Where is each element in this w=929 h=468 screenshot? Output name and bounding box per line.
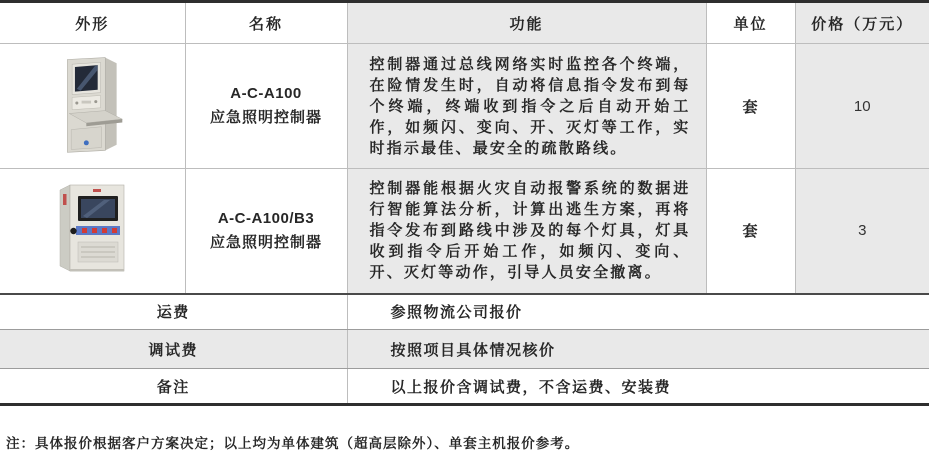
floor-standing-controller-image <box>56 53 128 155</box>
product-price-cell: 3 <box>795 169 929 294</box>
box-button-3 <box>102 228 107 233</box>
box-brand-label <box>93 189 101 192</box>
wall-mounted-controller-image <box>54 180 130 276</box>
box-button-4 <box>112 228 117 233</box>
product-price-cell: 10 <box>795 44 929 169</box>
shipping-label: 运费 <box>0 294 347 330</box>
shipping-value: 参照物流公司报价 <box>347 294 929 330</box>
kiosk-logo-dot <box>84 140 89 145</box>
product-function-cell: 控制器能根据火灾自动报警系统的数据进行智能算法分析，计算出逃生方案，再将指令发布到路线中涉及的每个灯具，灯具收到指令后开始工作，如频闪、变向、开、灭灯等动作，引导人员安全撤离。 <box>347 169 706 294</box>
product-name: 应急照明控制器 <box>209 233 322 251</box>
box-key-switch <box>71 228 77 234</box>
table-header-row <box>0 2 929 44</box>
header-function: 功能 <box>347 2 706 44</box>
product-image-cell <box>0 44 185 169</box>
table-row-product-1 <box>0 44 929 169</box>
product-name-cell <box>185 169 347 294</box>
table-row-shipping <box>0 294 929 330</box>
product-model: A-C-A100 <box>230 85 302 102</box>
header-price: 价格（万元） <box>795 2 929 44</box>
product-name: 应急照明控制器 <box>209 109 322 126</box>
product-unit-cell: 套 <box>706 44 795 169</box>
debugging-fee-label: 调试费 <box>0 330 347 369</box>
product-name-cell <box>185 44 347 169</box>
header-name: 名称 <box>185 2 347 44</box>
box-button-1 <box>82 228 87 233</box>
box-button-2 <box>92 228 97 233</box>
table-row-debugging-fee <box>0 330 929 369</box>
product-image-cell <box>0 169 185 294</box>
table-row-remarks <box>0 369 929 405</box>
footnote: 注：具体报价根据客户方案决定；以上均为单体建筑（超高层除外）、单套主机报价参考。 <box>6 436 580 451</box>
floor-standing-controller-icon <box>56 53 128 155</box>
kiosk-knob-left <box>76 101 79 104</box>
kiosk-panel-slot <box>82 100 91 103</box>
box-bottom-shadow <box>70 269 124 272</box>
remarks-value: 以上报价含调试费，不含运费、安装费 <box>390 378 672 396</box>
debugging-fee-value: 按照项目具体情况核价 <box>347 330 929 369</box>
remarks-label: 备注 <box>0 369 347 405</box>
kiosk-knob-right <box>95 100 98 103</box>
table-row-product-2 <box>0 169 929 294</box>
product-function-cell: 控制器通过总线网络实时监控各个终端，在险情发生时，自动将信息指令发布到每个终端，终端收到指令之后自动开始工作，如频闪、变向、开、灭灯等工作，实时指示最佳、最安全的疏散路线。 <box>347 44 706 169</box>
header-unit: 单位 <box>706 2 795 44</box>
product-unit-cell: 套 <box>706 169 795 294</box>
product-model: A-C-A100/B3 <box>217 209 315 227</box>
header-appearance: 外形 <box>0 2 185 44</box>
box-side-label <box>63 194 67 205</box>
kiosk-side-panel <box>106 57 117 150</box>
kiosk-lower-door <box>71 126 101 149</box>
wall-mounted-controller-icon <box>54 180 130 276</box>
